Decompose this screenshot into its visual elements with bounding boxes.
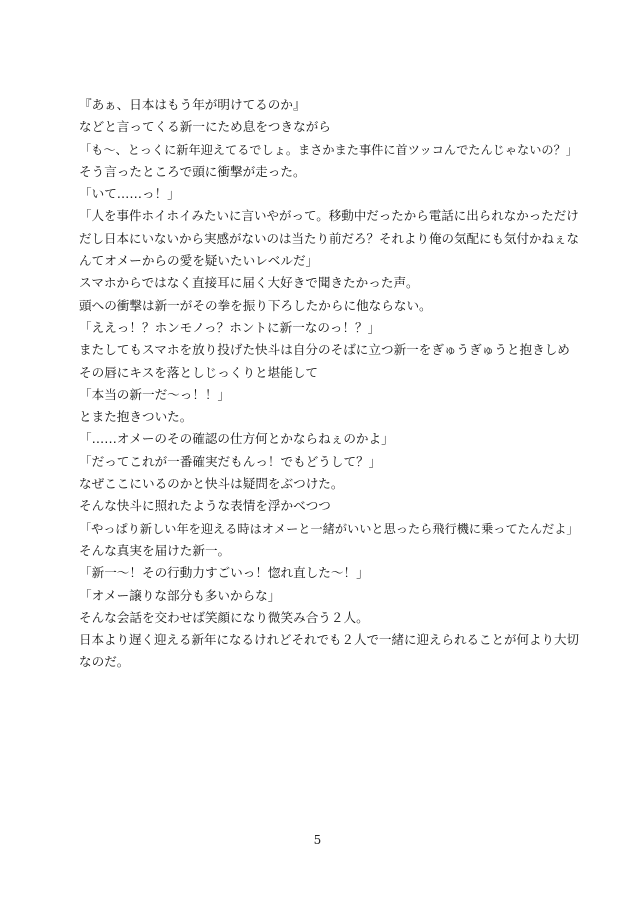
text-line: 日本より遅く迎える新年になるけれどそれでも２人で一緒に迎えられることが何より大切 bbox=[79, 632, 580, 648]
page-number: 5 bbox=[313, 833, 322, 847]
text-line: 「ええっ！？ホンモノっ？ホントに新一なのっ！？」 bbox=[79, 319, 381, 335]
text-line: そう言ったところで頭に衝撃が走った。 bbox=[79, 163, 306, 179]
text-line: 「本当の新一だ〜っ！！」 bbox=[79, 386, 231, 402]
text-line: とまた抱きついた。 bbox=[79, 409, 193, 425]
text-line: そんな真実を届けた新一。 bbox=[79, 542, 231, 558]
body-text bbox=[79, 94, 579, 674]
text-line: そんな会話を交わせば笑顔になり微笑み合う２人。 bbox=[79, 609, 369, 625]
text-line: 「オメー譲りな部分も多いからな」 bbox=[79, 587, 281, 603]
text-line: んてオメーからの愛を疑いたいレベルだ」 bbox=[79, 253, 319, 269]
text-line: 「……オメーのその確認の仕方何とかならねぇのかよ」 bbox=[79, 431, 394, 447]
text-line: 「いて……っ！」 bbox=[79, 186, 180, 202]
text-line: その唇にキスを落としじっくりと堪能して bbox=[79, 364, 319, 380]
text-line: そんな快斗に照れたような表情を浮かべつつ bbox=[79, 498, 331, 514]
text-line: なのだ。 bbox=[79, 654, 130, 670]
text-line: 「新一〜！その行動力すごいっ！惚れ直した〜！」 bbox=[79, 565, 369, 581]
text-line: スマホからではなく直接耳に届く大好きで聞きたかった声。 bbox=[79, 275, 419, 291]
text-line: なぜここにいるのかと快斗は疑問をぶつけた。 bbox=[79, 476, 344, 492]
text-line: 「人を事件ホイホイみたいに言いやがって。移動中だったから電話に出られなかっただけ bbox=[79, 208, 579, 224]
text-line: またしてもスマホを放り投げた快斗は自分のそばに立つ新一をぎゅうぎゅうと抱きしめ bbox=[79, 342, 570, 358]
text-line: だし日本にいないから実感がないのは当たり前だろ？それより俺の気配にも気付かねぇな bbox=[79, 230, 580, 246]
text-line: 「も〜、とっくに新年迎えてるでしょ。まさかまた事件に首ツッコんでたんじゃないの？」 bbox=[79, 142, 578, 157]
text-line: 「やっぱり新しい年を迎える時はオメーと一緒がいいと思ったら飛行機に乗ってたんだよ」 bbox=[79, 521, 579, 536]
text-line: 『あぁ、日本はもう年が明けてるのか』 bbox=[79, 97, 306, 112]
text-line: などと言ってくる新一にため息をつきながら bbox=[79, 119, 331, 135]
text-line: 頭への衝撃は新一がその拳を振り下ろしたからに他ならない。 bbox=[79, 297, 432, 313]
text-line: 「だってこれが一番確実だもんっ！でもどうして？」 bbox=[79, 453, 382, 469]
